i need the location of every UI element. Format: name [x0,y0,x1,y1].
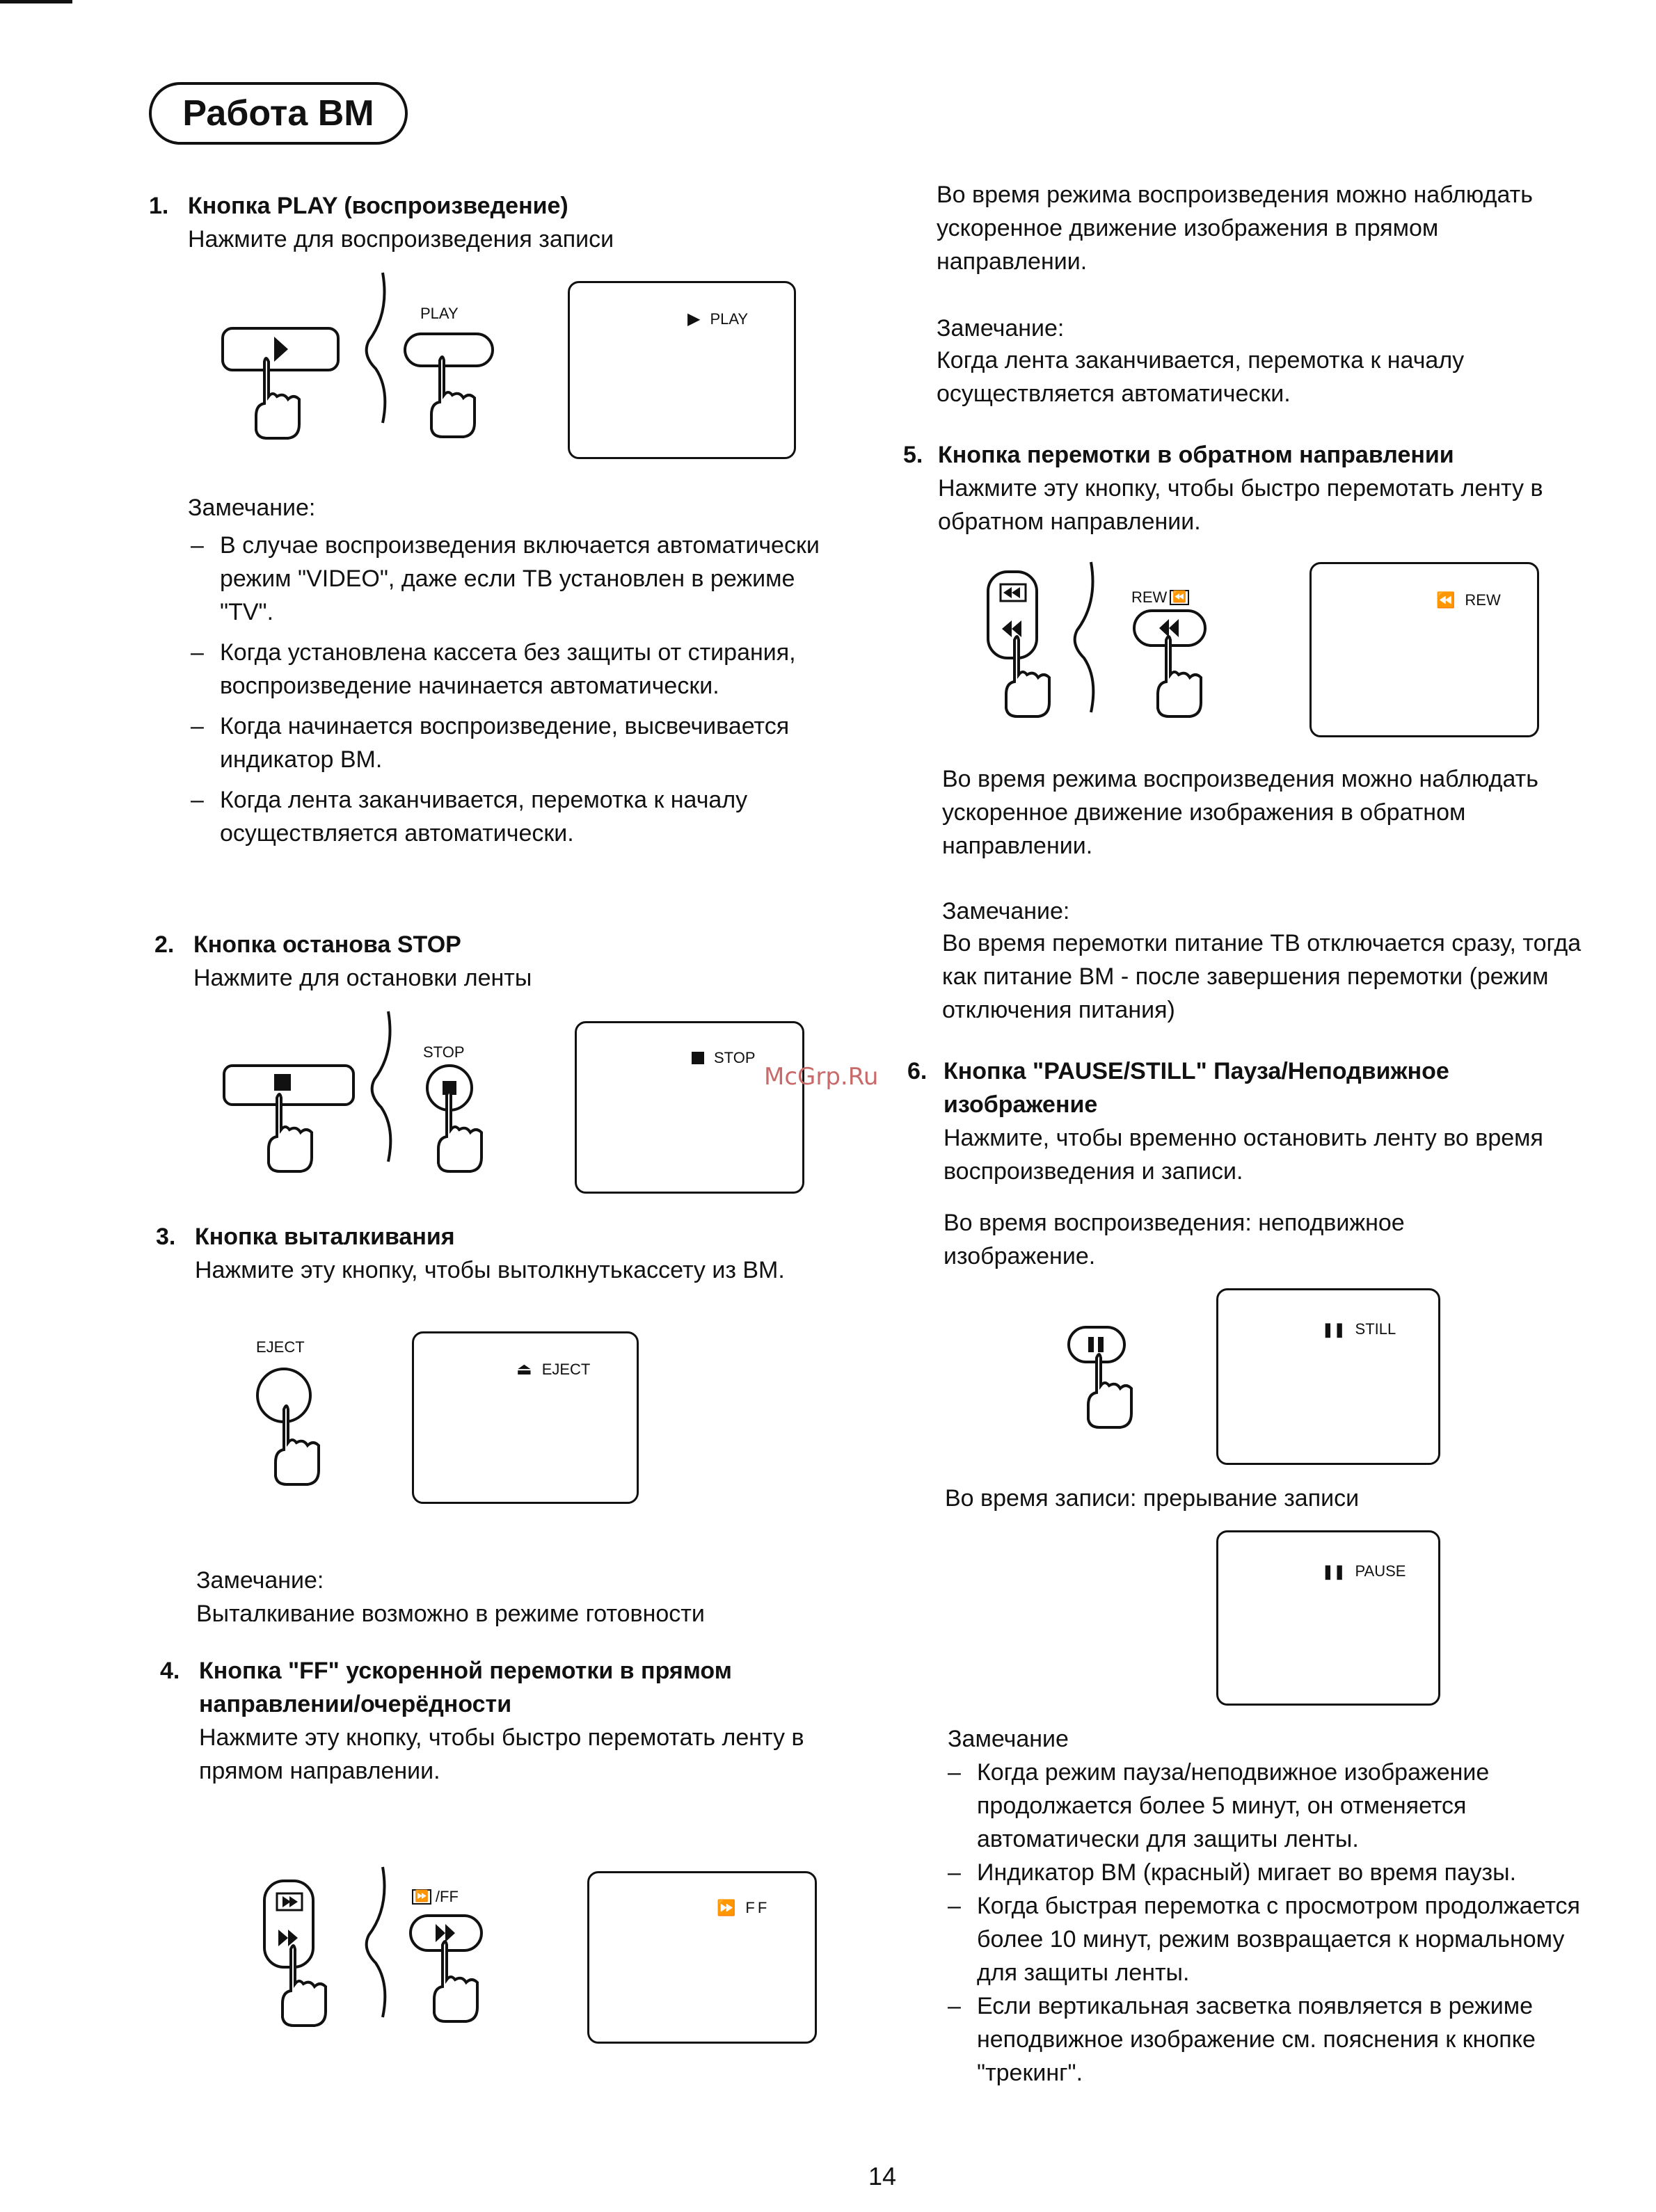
eject-icon: ⏏ [516,1360,532,1379]
note-item: – Когда лента заканчивается, перемотка к началу осуществляется автоматически. [191,787,748,847]
note-item: – Когда быстрая перемотка с просмотром продолжается более 10 минут, режим возвращается к нормальному для защиты ленты. [948,1893,1580,1986]
section-6-during-play: Во время воспроизведения: неподвижное изображение. [944,1210,1405,1269]
section-2-desc: Нажмите для остановки ленты [193,965,532,991]
ff-divider-squiggle [362,1866,404,2019]
stop-button-illustration[interactable] [419,1064,488,1183]
section-1-heading: Кнопка PLAY (воспроизведение) [188,193,568,219]
still-screen-text: ❚❚ STILL [1322,1320,1396,1338]
section-5-heading: Кнопка перемотки в обратном направлении [938,442,1454,468]
play-button-label: PLAY [420,305,459,322]
stop-icon [692,1052,704,1064]
ff-screen [587,1871,817,2044]
pause-icon: ❚❚ [1322,1564,1346,1580]
watermark: McGrp.Ru [764,1063,879,1091]
section-4-heading-line1: Кнопка "FF" ускоренной перемотки в прямом [199,1658,732,1684]
eject-button-illustration[interactable] [256,1368,326,1493]
section-5-note-title: Замечание: [942,898,1070,924]
eject-screen [412,1331,639,1504]
play-divider-squiggle [362,271,404,424]
note-item: – Если вертикальная засветка появляется в режиме неподвижное изображение см. пояснения к кнопке "трекинг". [948,1993,1536,2086]
rew-button-label: REW ⏪ [1131,588,1189,607]
page-number: 14 [868,2162,897,2190]
page-title: Работа ВМ [149,82,408,145]
section-1-note-title: Замечание: [188,495,316,521]
rew-screen-text: ⏪ REW [1436,591,1501,609]
section-3-desc: Нажмите эту кнопку, чтобы вытолкнутькассету из ВМ. [195,1257,785,1283]
section-6-note-title: Замечание [948,1726,1069,1752]
section-6-heading-line1: Кнопка "PAUSE/STILL" Пауза/Неподвижное [944,1058,1449,1084]
still-screen [1216,1288,1440,1465]
note-item: – Когда режим пауза/неподвижное изображение продолжается более 5 минут, он отменяется автоматически для защиты ленты. [948,1759,1490,1852]
section-2-heading: Кнопка останова STOP [193,931,461,958]
section-5-desc: Нажмите эту кнопку, чтобы быстро перемотать ленту в обратном направлении. [938,475,1543,535]
note-item: – Когда начинается воспроизведение, высвечивается индикатор ВМ. [191,713,790,773]
section-6-desc: Нажмите, чтобы временно остановить ленту во время воспроизведения и записи. [944,1125,1543,1185]
section-1-notes [191,529,845,850]
rew-small-icon: ⏪ [1170,590,1189,605]
section-1-number: 1. [149,193,169,219]
section-6-notes [948,1756,1602,2090]
ff-screen-text: ⏩ FF [717,1899,770,1916]
rew-remote-illustration [987,570,1070,723]
section-3-note-title: Замечание: [196,1567,324,1594]
ff-small-icon: ⏩ [412,1889,431,1905]
ff-button-label: ⏩ /FF [412,1888,459,1906]
play-remote-illustration [221,327,340,438]
pause-screen [1216,1530,1440,1706]
stop-screen [575,1021,804,1194]
section-6-heading-line2: изображение [944,1091,1098,1118]
pause-button-illustration[interactable] [1067,1326,1144,1437]
rew-divider-squiggle [1070,561,1112,714]
note-item: – Индикатор ВМ (красный) мигает во время паузы. [948,1859,1517,1886]
section-2-number: 2. [154,931,175,958]
section-6-during-rec: Во время записи: прерывание записи [945,1485,1360,1512]
rew-button-illustration[interactable] [1133,609,1209,742]
pause-icon: ❚❚ [1322,1322,1346,1338]
section-4-note: Когда лента заканчивается, перемотка к началу осуществляется автоматически. [937,347,1465,407]
section-4-after-text: Во время режима воспроизведения можно наблюдать ускоренное движение изображения в прямом направлении. [937,182,1533,275]
rew-screen [1309,562,1539,737]
section-3-number: 3. [156,1224,176,1250]
ff-button-illustration[interactable] [409,1914,486,2046]
section-1-desc: Нажмите для воспроизведения записи [188,226,614,253]
stop-screen-text: STOP [692,1049,756,1067]
section-6-number: 6. [907,1058,927,1084]
stop-divider-squiggle [367,1010,409,1163]
play-icon: ▶ [687,310,701,328]
eject-button-label: EJECT [256,1338,305,1356]
section-4-number: 4. [160,1658,180,1684]
section-3-note: Выталкивание возможно в режиме готовности [196,1601,705,1627]
section-5-note: Во время перемотки питание ТВ отключается сразу, тогда как питание ВМ - после завершения перемотки (режим отключения питания) [942,930,1582,1023]
play-screen [568,281,796,459]
section-5-after-text: Во время режима воспроизведения можно наблюдать ускоренное движение изображения в обратном направлении. [942,766,1538,859]
pause-screen-text: ❚❚ PAUSE [1322,1562,1406,1580]
play-screen-text: ▶ PLAY [687,310,749,328]
eject-screen-text: ⏏ EJECT [516,1360,591,1379]
ff-remote-illustration [263,1880,347,2033]
section-4-desc: Нажмите эту кнопку, чтобы быстро перемотать ленту в прямом направлении. [199,1724,804,1784]
section-5-number: 5. [903,442,923,468]
corner-mark [0,0,72,3]
section-3-heading: Кнопка выталкивания [195,1224,455,1250]
note-item: – В случае воспроизведения включается автоматически режим "VIDEO", даже если ТВ установлен в режиме "TV". [191,532,820,625]
section-4-heading-line2: направлении/очерёдности [199,1691,512,1717]
play-button-illustration[interactable] [404,332,494,444]
section-4-note-title: Замечание: [937,315,1065,342]
note-item: – Когда установлена кассета без защиты от стирания, воспроизведение начинается автоматически. [191,639,796,699]
stop-remote-illustration [223,1064,355,1176]
fast-forward-icon: ⏩ [717,1899,736,1916]
rewind-icon: ⏪ [1436,591,1456,609]
stop-button-label: STOP [423,1043,465,1061]
